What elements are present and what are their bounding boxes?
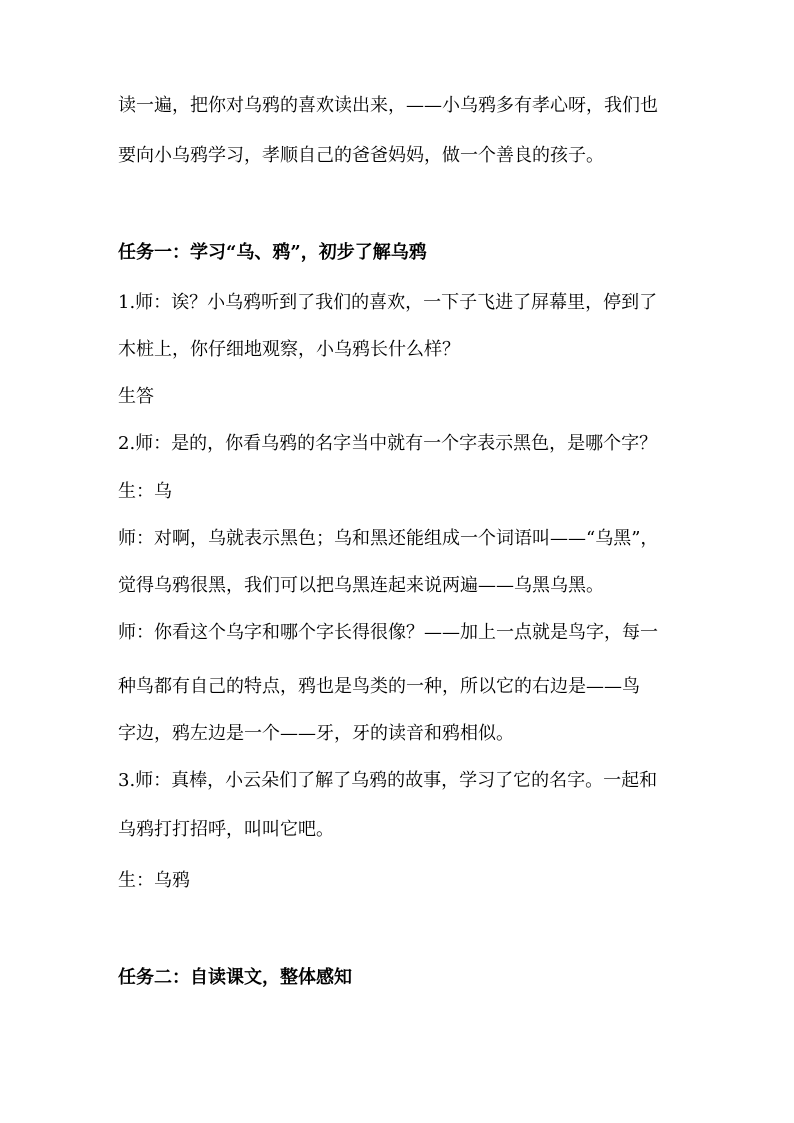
paragraph-line: 要向小乌鸦学习，孝顺自己的爸爸妈妈，做一个善良的孩子。 [118,145,604,166]
paragraph-line: 1.师：诶？小乌鸦听到了我们的喜欢，一下子飞进了屏幕里，停到了 [118,292,658,313]
paragraph-line: 觉得乌鸦很黑，我们可以把乌黑连起来说两遍——乌黑乌黑。 [118,575,604,596]
paragraph-line: 生答 [118,386,154,407]
paragraph-line: 生：乌鸦 [118,870,190,891]
paragraph-line: 师：你看这个乌字和哪个字长得很像？——加上一点就是鸟字，每一 [118,622,658,643]
section-heading-task-one: 任务一：学习“乌、鸦”，初步了解乌鸦 [118,242,427,263]
paragraph-line: 师：对啊，乌就表示黑色；乌和黑还能组成一个词语叫——“乌黑”， [118,528,659,549]
section-heading-task-two: 任务二：自读课文，整体感知 [118,967,352,988]
paragraph-line: 种鸟都有自己的特点，鸦也是鸟类的一种，所以它的右边是——鸟 [118,676,640,697]
paragraph-line: 字边，鸦左边是一个——牙，牙的读音和鸦相似。 [118,723,514,744]
paragraph-line: 木桩上，你仔细地观察，小乌鸦长什么样？ [118,339,460,360]
paragraph-line: 读一遍，把你对乌鸦的喜欢读出来，——小乌鸦多有孝心呀，我们也 [118,95,658,116]
paragraph-line: 2.师：是的，你看乌鸦的名字当中就有一个字表示黑色，是哪个字？ [118,433,658,454]
paragraph-line: 乌鸦打打招呼，叫叫它吧。 [118,819,334,840]
paragraph-line: 3.师：真棒，小云朵们了解了乌鸦的故事，学习了它的名字。一起和 [118,770,658,791]
paragraph-line: 生：乌 [118,481,172,502]
